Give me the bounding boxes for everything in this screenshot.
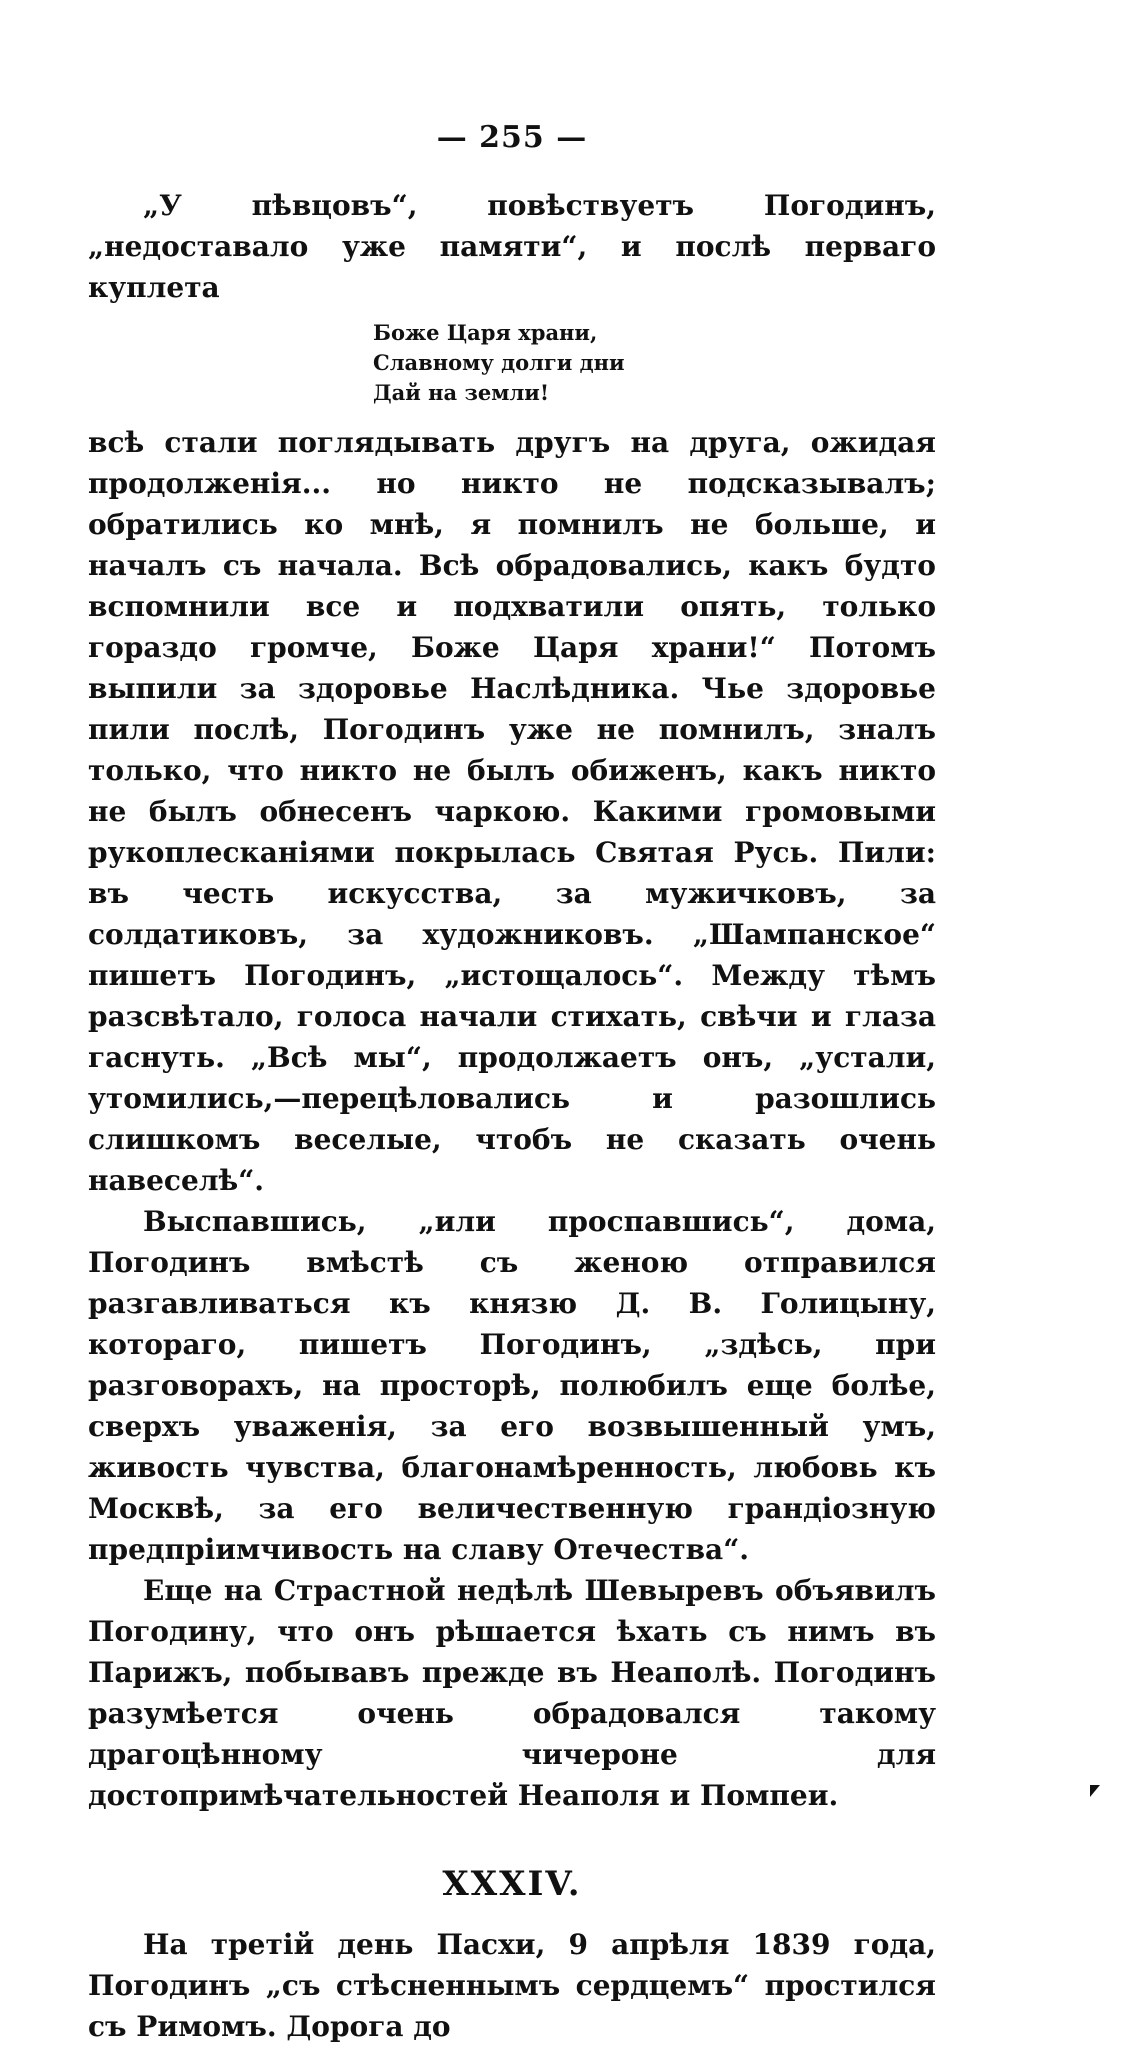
- intro-paragraph: „У пѣвцовъ“, повѣствуетъ Погодинъ, „недоставало уже памяти“, и послѣ перваго куплета: [88, 189, 936, 304]
- book-page: [88, 120, 936, 2043]
- verse-line: Дай на земли!: [373, 380, 550, 405]
- page-number: — 255 —: [436, 120, 588, 155]
- verse-line: Боже Царя храни,: [373, 320, 598, 345]
- body-paragraph: всѣ стали поглядывать другъ на друга, ожидая продолженія... но никто не подсказывалъ; обратились ко мнѣ, я помнилъ не больше, и началъ съ начала. Всѣ обрадовались, какъ будто вспомнили все и подхватили опять, только гораздо громче, Боже Царя храни!“ Потомъ выпили за здоровье Наслѣдника. Чье здоровье пили послѣ, Погодинъ уже не помнилъ, зналъ только, что никто не былъ обиженъ, какъ никто не былъ обнесенъ чаркою. Какими громовыми рукоплесканіями покрылась Святая Русь. Пили: въ честь искусства, за мужичковъ, за солдатиковъ, за художниковъ. „Шампанское“ пишетъ Погодинъ, „истощалось“. Между тѣмъ разсвѣтало, голоса начали стихать, свѣчи и глаза гаснуть. „Всѣ мы“, продолжаетъ онъ, „устали, утомились,—перецѣловались и разошлись слишкомъ веселые, чтобъ не сказать очень навеселѣ“.: [88, 426, 936, 1197]
- body-paragraph: Еще на Страстной недѣлѣ Шевыревъ объявилъ Погодину, что онъ рѣшается ѣхать съ нимъ въ Парижъ, побывавъ прежде въ Неаполѣ. Погодинъ разумѣется очень обрадовался такому драгоцѣнному чичероне для достопримѣчательностей Неаполя и Помпеи.: [88, 1574, 936, 1812]
- anthem-verse: [373, 318, 936, 408]
- corner-mark-icon: [1090, 1785, 1100, 1797]
- verse-line: Славному долги дни: [373, 350, 625, 375]
- chapter-heading: XXXIV.: [442, 1864, 582, 1904]
- body-paragraph: На третій день Пасхи, 9 апрѣля 1839 года, Погодинъ „съ стѣсненнымъ сердцемъ“ простился съ Римомъ. Дорога до: [88, 1928, 936, 2043]
- body-paragraph: Выспавшись, „или проспавшись“, дома, Погодинъ вмѣстѣ съ женою отправился разгавливаться къ князю Д. В. Голицыну, котораго, пишетъ Погодинъ, „здѣсь, при разговорахъ, на просторѣ, полюбилъ еще болѣе, сверхъ уваженія, за его возвышенный умъ, живость чувства, благонамѣренность, любовь къ Москвѣ, за его величественную грандіозную предпріимчивость на славу Отечества“.: [88, 1205, 936, 1566]
